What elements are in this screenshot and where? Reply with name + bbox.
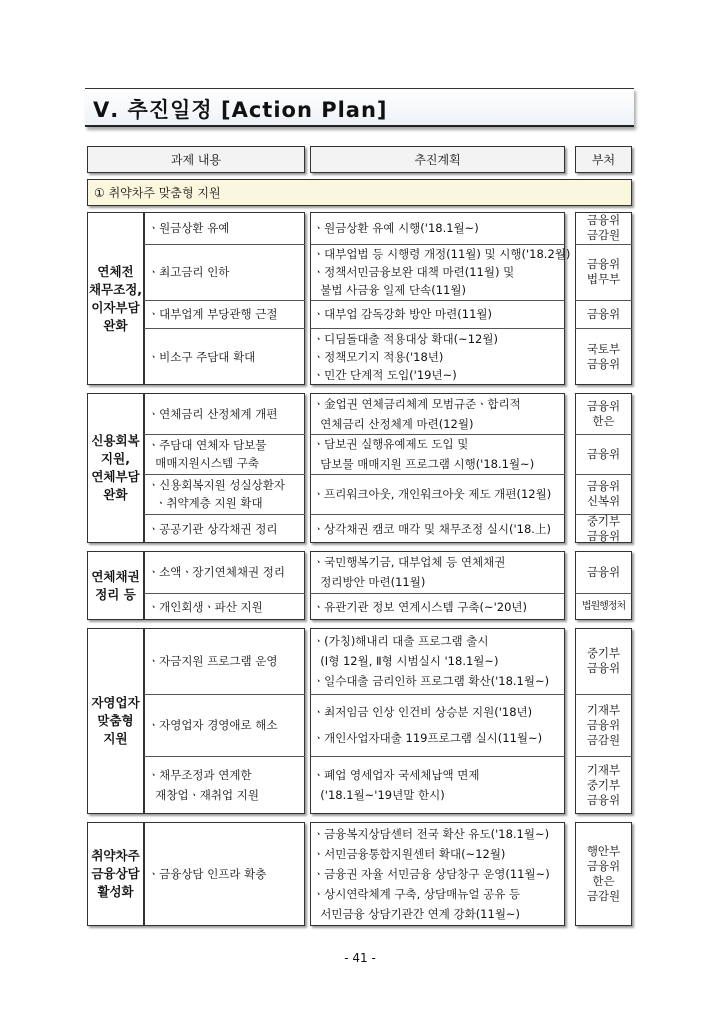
dept-cell: 금융위 법무부 — [586, 257, 621, 286]
category-1: 연체전 채무조정, 이자부담 완화 — [88, 263, 143, 333]
task-row: ㆍ개인회생ㆍ파산 지원 — [148, 599, 263, 614]
dept-cell: 국토부 금융위 — [586, 341, 621, 371]
task-row: ㆍ최고금리 인하 — [148, 265, 230, 279]
title-bar — [85, 88, 634, 127]
dept-cell: 금융위 — [586, 306, 621, 321]
plan-row: ㆍ최저임금 인상 인건비 상승분 지원('18년) ㆍ개인사업자대출 119프로그램 실시(11월~) — [313, 705, 543, 745]
dept-cell: 금융위 신복위 — [586, 479, 621, 508]
dept-cell: 중기부 금융위 — [586, 513, 621, 543]
plan-row: ㆍ국민행복기금, 대부업체 등 연체채권 정리방안 마련(11월) — [313, 555, 506, 589]
dept-cell: 금융위 한은 — [586, 398, 621, 428]
task-row: ㆍ주담대 연체자 담보물 매매지원시스템 구축 — [148, 438, 267, 470]
dept-cell: 기재부 금융위 금감원 — [586, 702, 621, 747]
header-task: 과제 내용 — [87, 146, 305, 173]
plan-row: ㆍ담보권 실행유예제도 도입 및 담보물 매매지원 프로그램 시행('18.1월~) — [313, 437, 535, 471]
task-row: ㆍ신용회복지원 성실상환자 ㆍ취약계층 지원 확대 — [148, 478, 285, 510]
dept-cell: 법원행정처 — [581, 601, 626, 612]
plan-row: ㆍ디딤돌대출 적용대상 확대(~12월) ㆍ정책모기지 적용('18년) ㆍ민간 단계적 도입('19년~) — [313, 331, 498, 382]
plan-row: ㆍ대부업법 등 시행령 개정(11월) 및 시행('18.2월) ㆍ정책서민금융보완 대책 마련(11월) 및 불법 사금융 일제 단속(11월) — [313, 247, 571, 297]
plan-row: ㆍ유관기관 정보 연계시스템 구축(~'20년) — [313, 599, 528, 614]
plan-row: ㆍ(가칭)해내리 대출 프로그램 출시 (Ⅰ형 12월, Ⅱ형 시범실시 '18.1월~) ㆍ일수대출 금리인하 프로그램 확산('18.1월~) — [313, 634, 550, 688]
plan-row: ㆍ프리워크아웃, 개인워크아웃 제도 개편(12월) — [313, 487, 552, 501]
header-dept: 부처 — [575, 146, 632, 173]
plan-row: ㆍ상각채권 캠코 매각 및 채무조정 실시('18.上) — [313, 521, 551, 536]
page-title: Ⅴ. 추진일정 [Action Plan] — [93, 98, 388, 122]
plan-row: ㆍ폐업 영세업자 국세체납액 면제 ('18.1월~'19년말 한시) — [313, 768, 480, 802]
task-row: ㆍ소액ㆍ장기연체채권 정리 — [148, 565, 285, 579]
task-row: ㆍ비소구 주담대 확대 — [148, 349, 256, 364]
category-3: 연체채권 정리 등 — [91, 568, 140, 602]
dept-cell: 금융위 금감원 — [586, 213, 621, 242]
plan-row: ㆍ원금상환 유예 시행('18.1월~) — [313, 221, 479, 235]
category-5: 취약차주 금융상담 활성화 — [91, 848, 140, 899]
header-plan: 추진계획 — [310, 146, 565, 173]
task-row: ㆍ자영업자 경영애로 해소 — [148, 718, 278, 732]
category-4: 자영업자 맞춤형 지원 — [91, 695, 140, 746]
dept-cell: 금융위 — [586, 446, 621, 461]
section-title: ① 취약차주 맞춤형 지원 — [87, 179, 632, 206]
dept-cell: 기재부 중기부 금융위 — [586, 762, 621, 807]
task-row: ㆍ연체금리 산정체계 개편 — [148, 406, 278, 421]
task-row: ㆍ채무조정과 연계한 재창업ㆍ재취업 지원 — [148, 768, 259, 802]
plan-row: ㆍ대부업 감독강화 방안 마련(11월) — [313, 307, 492, 321]
task-row: ㆍ공공기관 상각채권 정리 — [148, 521, 278, 536]
page-number: - 41 - — [344, 951, 376, 965]
task-row: ㆍ자금지원 프로그램 운영 — [148, 654, 278, 668]
task-row: ㆍ원금상환 유예 — [148, 221, 230, 235]
plan-row: ㆍ금융복지상담센터 전국 확산 유도('18.1월~) ㆍ서민금융통합지원센터 확대(~12월) ㆍ금융권 자율 서민금융 상담창구 운영(11월~) ㆍ상시연락체계 구축, 상담매뉴얼 공유 등 서민금융 상담기관간 연계 강화(11월~) — [313, 827, 550, 921]
dept-cell: 행안부 금융위 한은 금감원 — [586, 844, 621, 903]
task-row: ㆍ금융상담 인프라 확충 — [148, 867, 267, 881]
category-2: 신용회복 지원, 연체부담 완화 — [91, 433, 140, 502]
plan-row: ㆍ金업권 연체금리체계 모범규준ㆍ합리적 연체금리 산정체계 마련(12월) — [313, 396, 521, 431]
task-row: ㆍ대부업계 부당관행 근절 — [148, 307, 278, 321]
dept-cell: 금융위 — [586, 564, 621, 579]
dept-cell: 중기부 금융위 — [586, 646, 621, 675]
